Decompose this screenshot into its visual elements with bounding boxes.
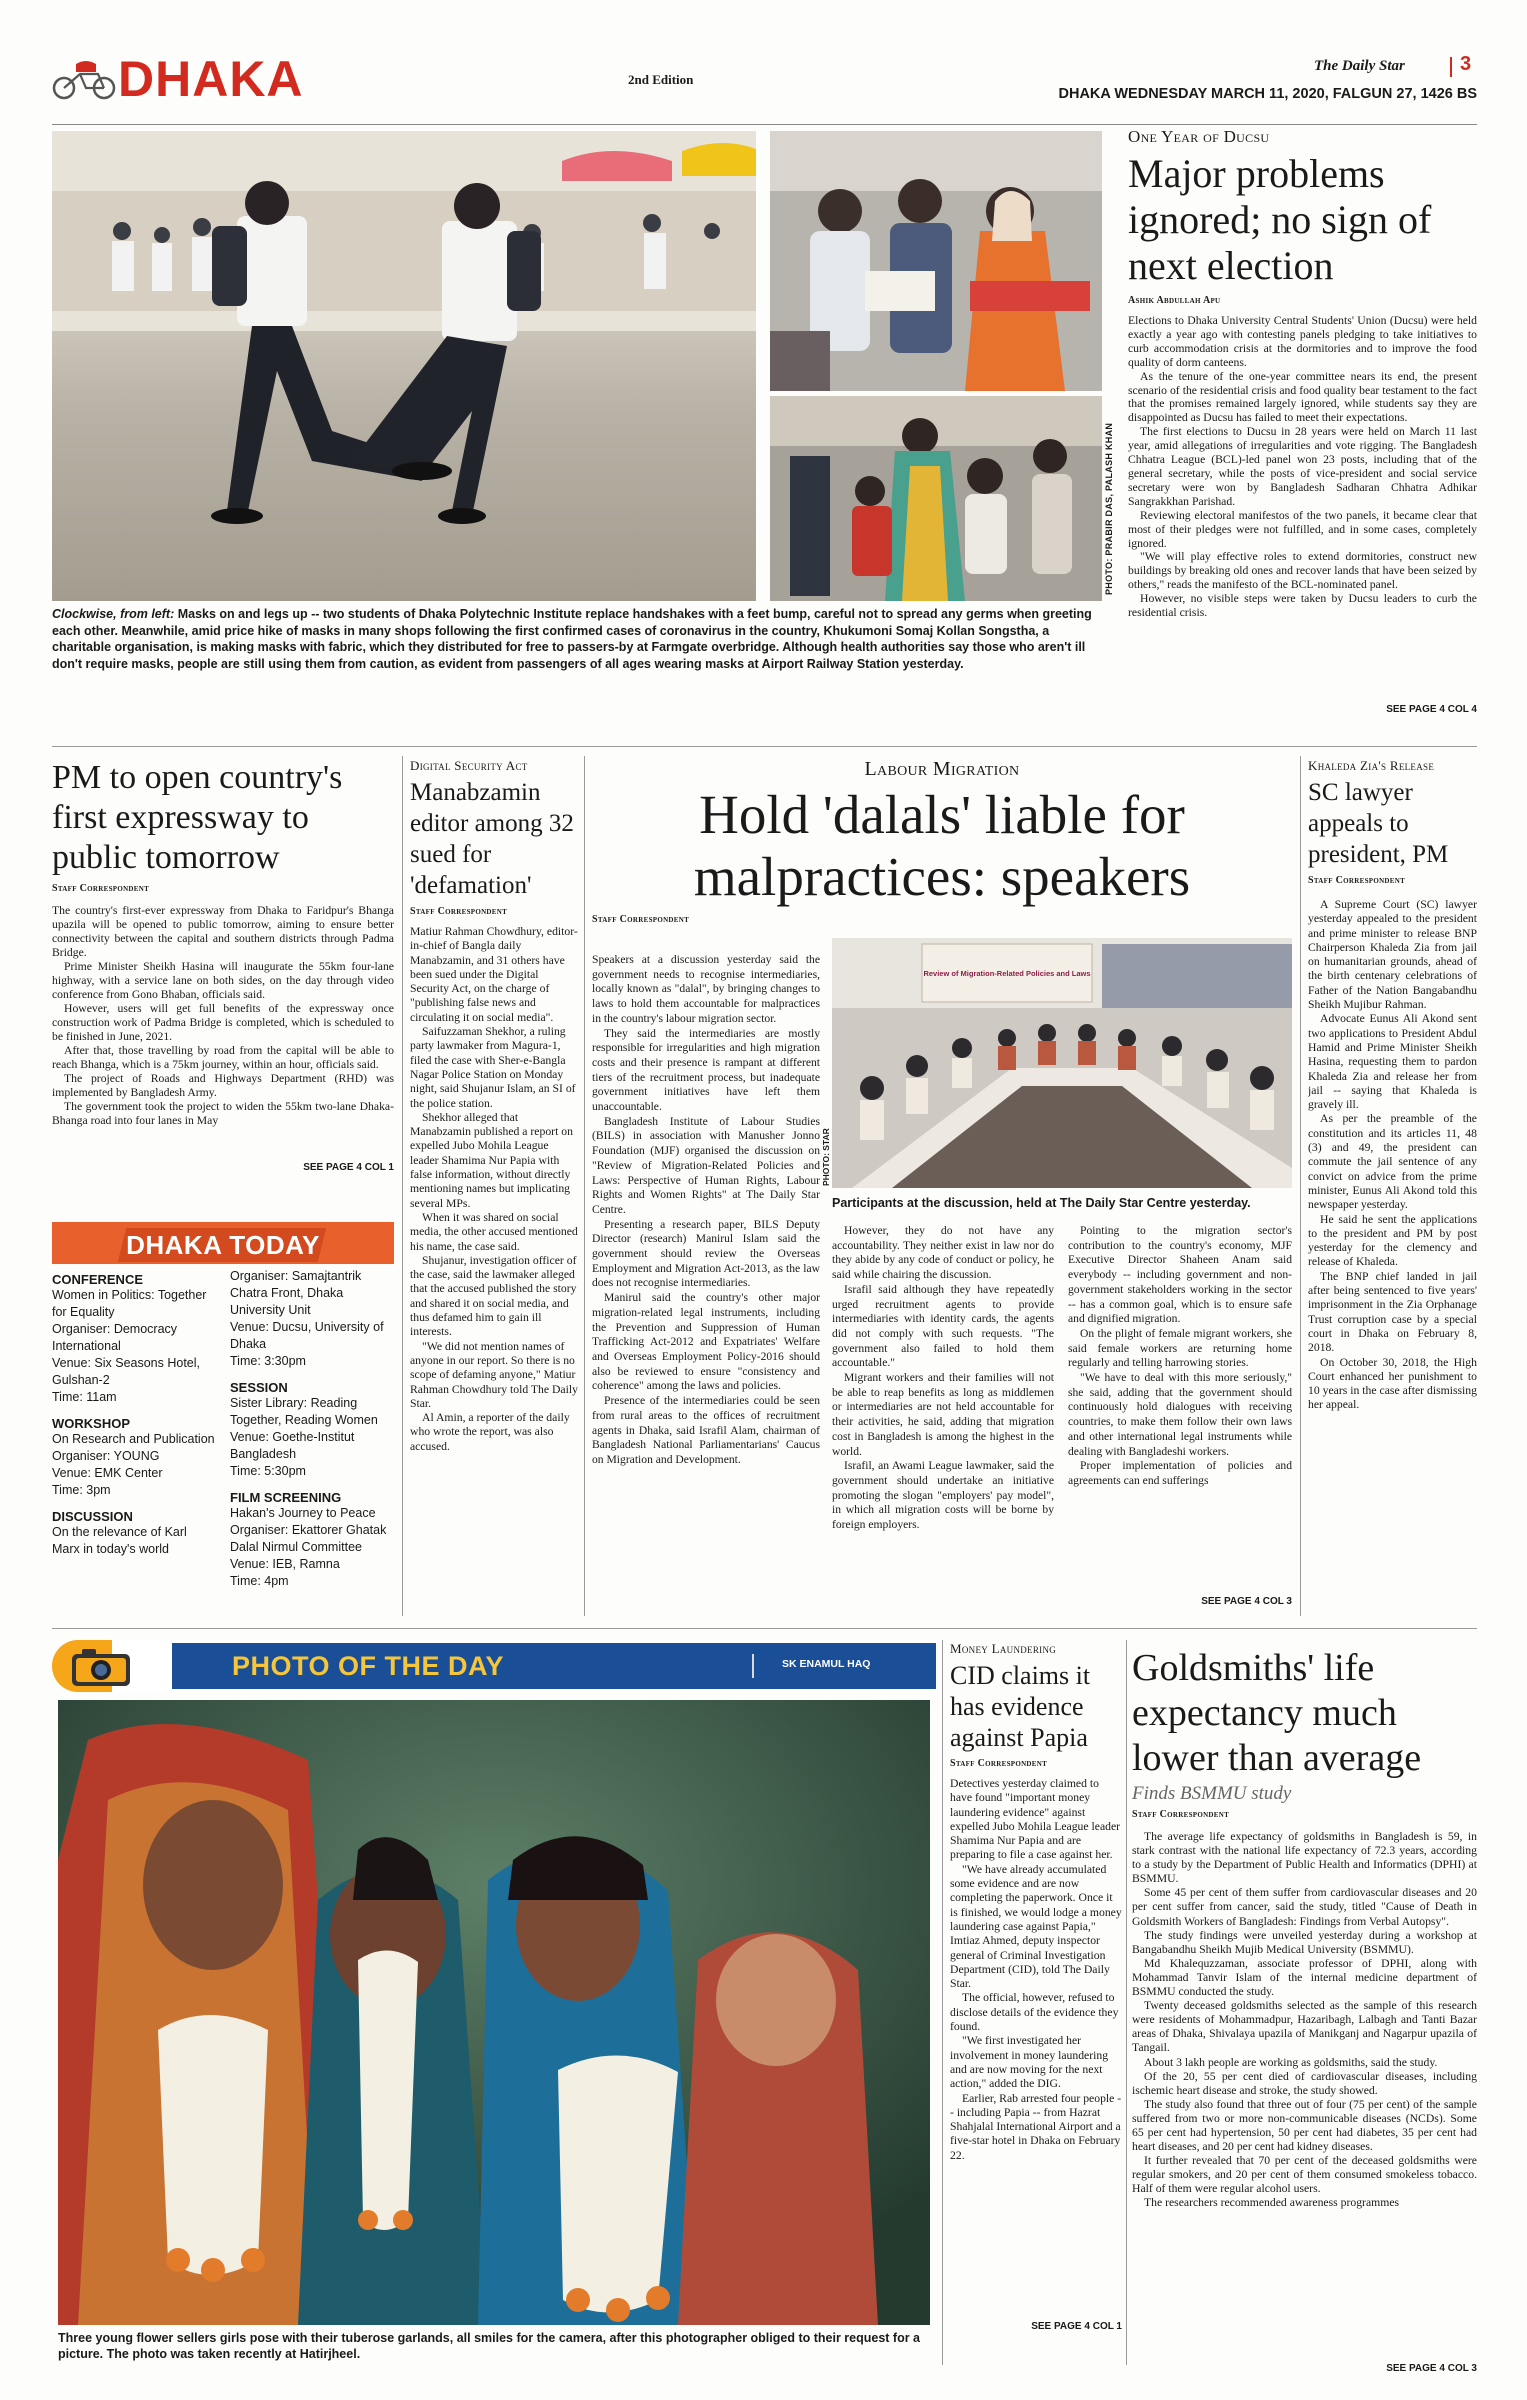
para: Shekhor alleged that Manabzamin published a report on expelled Jubo Mohila League leader Shamima Nur Papia with false information, without directly mentioning names but implicating several MPs.: [410, 1110, 573, 1210]
para: As per the preamble of the constitution and its articles 11, 48 (3) and 49, the president can commute the jail sentence of any convict on advice from the prime minister, Eunus Ali Akond told this newspaper yesterday.: [1308, 1112, 1477, 1212]
para: Reviewing electoral manifestos of the two panels, it became clear that most of their pledges were not fulfilled, and in some cases, completely ignored.: [1128, 508, 1477, 550]
continued-label: SEE PAGE 4 COL 3: [1386, 2363, 1477, 2374]
story-expressway: [52, 758, 394, 1173]
byline: Staff Correspondent: [52, 883, 150, 894]
event-detail: Venue: Goethe-Institut Bangladesh: [230, 1430, 355, 1461]
para: As the tenure of the one-year committee nears its end, the present scenario of the residential crisis and food quality bear testament to the fact that the promises remained largely ignored, while students say they are disappointed as Ducsu has failed to meet their expectations.: [1128, 369, 1477, 425]
para: On October 30, 2018, the High Court enhanced her punishment to 10 years in the case after dismissing her appeal.: [1308, 1355, 1477, 1412]
top-photo-caption: [52, 606, 1104, 672]
headline: PM to open country's first expressway to public tomorrow: [52, 759, 343, 876]
photo-airport-station: [770, 396, 1102, 601]
kicker: Khaleda Zia's Release: [1308, 758, 1435, 773]
body-col2: [832, 1224, 1054, 1619]
subhead: Finds BSMMU study: [1132, 1783, 1292, 1804]
byline: Staff Correspondent: [1308, 875, 1406, 886]
byline: Staff Correspondent: [592, 914, 690, 925]
camera-icon: [70, 1646, 132, 1688]
byline: Staff Correspondent: [410, 906, 508, 917]
para: The researchers recommended awareness programmes: [1144, 2196, 1400, 2210]
para: Detectives yesterday claimed to have found "important money laundering evidence" against expelled Jubo Mohila League leader Shamima Nur Papia and are preparing to file a case against her.: [950, 1777, 1121, 1862]
para: "We have to deal with this more seriously," she said, adding that the government should continuously hold dialogues with receiving countries, to make them follow their own laws and other international legal instruments while dealing with Bangladeshi workers.: [1068, 1371, 1292, 1458]
photo-mask-distribution: [770, 131, 1102, 391]
para: Of the 20, 55 per cent died of cardiovascular diseases, including ischemic heart disease and stroke, the study showed.: [1132, 2069, 1477, 2097]
para: Some 45 per cent of them suffer from cardiovascular diseases and 20 per cent suffer from cancer, said the study, titled "Cause of Death in Goldsmith Workers of Bangladesh: Findings from Verbal Autopsy".: [1132, 1886, 1477, 1928]
story-khaleda: [1308, 758, 1477, 1610]
event-category: FILM SCREENING: [230, 1490, 342, 1505]
body: [410, 925, 580, 1575]
para: Pointing to the migration sector's contribution to the country's economy, MJF Executive Director Shaheen Anam said everybody -- including government and non-government stakeholders working in the sector -- has a common goal, which is to ensure safe and dignified migration.: [1068, 1224, 1292, 1326]
para: "We have already accumulated some evidence and are now completing the paperwork. Once it is finished, we would lodge a money laundering case against Papia," Imtiaz Ahmed, deputy inspector general of Criminal Investigation Department (CID), told The Daily Star.: [950, 1862, 1122, 1991]
paper-name: The Daily Star: [1314, 58, 1405, 74]
byline: Ashik Abdullah Apu: [1128, 295, 1221, 306]
para: Manirul said the country's other major migration-related legal instruments, including the Prevention and Suppression of Human Trafficking Act-2012 and Expatriates' Welfare and Overseas Employment Policy-2016 should also be reviewed to ensure "consistency and coherence" among the laws and policies.: [592, 1291, 820, 1393]
para: Israfil said although they have repeatedly urged recruitment agents to provide intermediaries with identity cards, the agents did not comply with such requests. "The government also failed to hold them accountable.": [832, 1282, 1054, 1370]
dhaka-today-title: DHAKA TODAY: [126, 1230, 320, 1260]
rickshaw-logo-icon: [52, 58, 118, 100]
photo-feet-bump: [52, 131, 756, 601]
dhaka-today-right: [230, 1268, 394, 1590]
photo-discussion: [832, 938, 1292, 1188]
headline: Manabzamin editor among 32 sued for 'defamation': [410, 779, 574, 899]
para: However, users will get full benefits of the expressway once construction work of Padma Bridge is completed, which is scheduled to be finished in June, 2021.: [52, 1002, 394, 1043]
event-detail: Venue: Ducsu, University of Dhaka: [230, 1320, 384, 1351]
para: Presence of the intermediaries could be seen from rural areas to the offices of recruitment agents in Dhaka, said Israfil Alam, chairman of Bangladesh National Parliamentarians' Caucus on Migration and Development.: [592, 1394, 820, 1466]
para: They said the intermediaries are mostly responsible for irregularities and high migration costs and their presence is rampant at different tiers of the recruitment process, but inadequate government initiatives have left them unaccountable.: [592, 1026, 820, 1114]
photo-credit: PHOTO: PRABIR DAS, PALASH KHAN: [1104, 422, 1114, 595]
body-col1: [592, 953, 820, 1623]
event-detail: Venue: IEB, Ramna: [230, 1557, 340, 1571]
event-detail: On the relevance of Karl Marx in today's world: [52, 1525, 187, 1556]
para: The study also found that three out of four (75 per cent) of the sample suffered from two or more non-communicable diseases (NCDs). Some 65 per cent had hypertension, 50 per cent had diabetes, 35 per cent had heart diseases, and 20 per cent had kidney diseases.: [1132, 2097, 1477, 2154]
para: Proper implementation of policies and agreements can end sufferings: [1068, 1459, 1292, 1487]
kicker: Digital Security Act: [410, 758, 528, 773]
event-detail: Time: 4pm: [230, 1574, 289, 1588]
para: Md Khalequzzaman, associate professor of DPHI, along with Mohammad Tanvir Islam of the internal medicine department of BSMMU conducted the study.: [1132, 1956, 1477, 1999]
event-detail: Time: 3pm: [52, 1483, 111, 1497]
event-detail: Organiser: Ekattorer Ghatak Dalal Nirmul Committee: [230, 1523, 387, 1554]
para: Saifuzzaman Shekhor, a ruling party lawmaker from Magura-1, filed the case with Sher-e-Bangla Nagar Police Station on Monday night, said Shujanur Islam, an SI of the police station.: [410, 1025, 576, 1110]
page-number: 3: [1460, 53, 1472, 75]
event-detail: Time: 11am: [52, 1390, 117, 1404]
story-ducsu: [1128, 127, 1477, 740]
masthead: [52, 51, 1477, 114]
para: The country's first-ever expressway from Dhaka to Faridpur's Bhanga upazila will be opened to public tomorrow, aiming to ensure better connectivity between the capital and southern districts through Padma Bridge.: [52, 904, 394, 959]
headline: CID claims it has evidence against Papia: [950, 1661, 1091, 1752]
story-manabzamin: [410, 758, 580, 1575]
para: The first elections to Ducsu in 28 years were held on March 11 last year, amid allegations of irregularities and vote rigging. The Bangladesh Chhatra League (BCL)-led panel won 23 posts, including that of the general secretary, while the posts of vice-president and social service secretary were won by Bangladesh Sadharan Chhatra Adhikar Sangrakkhan Parishad.: [1128, 425, 1477, 508]
para: Earlier, Rab arrested four people -- including Papia -- from Hazrat Shahjalal International Airport and a five-star hotel in Dhaka on February 22.: [950, 2091, 1122, 2162]
event-category: WORKSHOP: [52, 1416, 130, 1431]
event-detail: Time: 5:30pm: [230, 1464, 306, 1478]
continued-label: SEE PAGE 4 COL 4: [1386, 704, 1477, 715]
continued-label: SEE PAGE 4 COL 3: [1201, 1596, 1292, 1607]
event-detail: Women in Politics: Together for Equality: [52, 1288, 207, 1319]
photo-flower-sellers: [58, 1700, 930, 2325]
para: The official, however, refused to disclose details of the evidence they found.: [950, 1991, 1119, 2034]
story-dalals: [592, 758, 1292, 1618]
edition-label: 2nd Edition: [628, 72, 694, 87]
kicker: One Year of Ducsu: [1128, 127, 1270, 146]
event-category: CONFERENCE: [52, 1272, 144, 1287]
photographer-credit: SK ENAMUL HAQ: [782, 1658, 871, 1670]
para: About 3 lakh people are working as goldsmiths, said the study.: [1144, 2055, 1438, 2069]
continued-label: SEE PAGE 4 COL 1: [303, 1162, 394, 1173]
para: Al Amin, a reporter of the daily who wrote the report, was also accused.: [410, 1411, 570, 1453]
event-category: DISCUSSION: [52, 1509, 133, 1524]
para: Migrant workers and their families will not be able to reap benefits as long as middlemen or intermediaries are not held accountable for their activities, he said, adding that migration cost in Bangladesh is among the highest in the world.: [832, 1371, 1054, 1458]
para: However, no visible steps were taken by Ducsu leaders to curb the residential crisis.: [1128, 592, 1477, 620]
para: Prime Minister Sheikh Hasina will inaugurate the 55km four-lane highway, with a service lane on both sides, on the day through video conference from Gono Bhaban, officials said.: [52, 960, 394, 1001]
event-detail: On Research and Publication: [52, 1432, 215, 1446]
dhaka-today-box: [52, 1222, 394, 1612]
para: When it was shared on social media, the other accused mentioned his name, the case said.: [410, 1210, 578, 1253]
event-detail: Time: 3:30pm: [230, 1354, 306, 1368]
event-detail: Hakan's Journey to Peace: [230, 1506, 376, 1520]
continued-label: SEE PAGE 4 COL 1: [1031, 2321, 1122, 2332]
headline: SC lawyer appeals to president, PM: [1308, 779, 1449, 868]
para: Israfil, an Awami League lawmaker, said the government should undertake an initiative promoting the slogan "employers' pay model", in which all migration costs will be borne by foreign employers.: [832, 1459, 1054, 1532]
photo-caption: Participants at the discussion, held at The Daily Star Centre yesterday.: [832, 1196, 1251, 1210]
body: [52, 904, 394, 1162]
event-detail: Organiser: Democracy International: [52, 1322, 178, 1353]
event-detail: Venue: Six Seasons Hotel, Gulshan-2: [52, 1356, 201, 1387]
headline: Major problems ignored; no sign of next election: [1128, 151, 1432, 288]
caption-lead: Clockwise, from left:: [52, 607, 175, 621]
para: "We did not mention names of anyone in our report. So there is no scope of defaming anyone," Matiur Rahman Chowdhury told The Daily Star.: [410, 1339, 578, 1410]
para: A Supreme Court (SC) lawyer yesterday appealed to the president and prime minister to release BNP Chairperson Khaleda Zia from jail on humanitarian grounds, ahead of the birth centenary celebrations of Father of the Nation Bangabandhu Sheikh Mujibur Rahman.: [1308, 898, 1477, 1012]
dhaka-today-left: [52, 1268, 216, 1590]
photo-credit: PHOTO: STAR: [821, 1128, 831, 1186]
caption-text: Masks on and legs up -- two students of Dhaka Polytechnic Institute replace handshakes with a feet bump, careful not to spread any germs when greeting each other. Meanwhile, amid price hike of masks in many shops following the first confirmed cases of coronavirus in the country, Khukumoni Somaj Kollan Songstha, a charitable organisation, is making masks with fabric, which they distributed for free to passers-by at Farmgate overbridge. Although health authorities say those who aren't ill don't require masks, people are still using them from caution, as evident from passengers of all ages wearing masks at Airport Railway Station yesterday.: [52, 607, 1092, 671]
byline: Staff Correspondent: [950, 1758, 1048, 1769]
headline: Hold 'dalals' liable for malpractices: speakers: [693, 784, 1191, 907]
para: Advocate Eunus Ali Akond sent two applications to President Abdul Hamid and Prime Minister Sheikh Hasina, requesting them to pardon Khaleda Zia and release her from jail -- saying that Khaleda is gravely ill.: [1308, 1012, 1477, 1112]
story-papia: [950, 1641, 1122, 2332]
event-detail: Organiser: Samajtantrik Chatra Front, Dhaka University Unit: [230, 1269, 362, 1317]
para: On the plight of female migrant workers, she said female workers are returning home regularly and telling harrowing stories.: [1068, 1326, 1292, 1370]
body-col3: [1068, 1224, 1292, 1604]
para: The government took the project to widen the 55km two-lane Dhaka-Bhanga road into four lanes in May: [52, 1100, 394, 1127]
kicker: Labour Migration: [864, 758, 1020, 780]
photo-of-day-caption: Three young flower sellers girls pose with their tuberose garlands, all smiles for the camera, after this photographer obliged to their request for a picture. The photo was taken recently at Hatirjheel.: [58, 2331, 920, 2361]
para: He said he sent the applications to the president and PM by post yesterday for the clemency and release of Khaleda.: [1308, 1212, 1477, 1269]
event-detail: Venue: EMK Center: [52, 1466, 163, 1480]
section-title: DHAKA: [118, 51, 304, 107]
para: Matiur Rahman Chowdhury, editor-in-chief of Bangla daily Manabzamin, and 31 others have been sued under the Digital Security Act, on the charge of "publishing false news and circulating it on social media".: [410, 925, 578, 1024]
photo-of-day-title: PHOTO OF THE DAY: [232, 1651, 505, 1681]
body: [1308, 898, 1477, 1610]
photo-of-day-banner: [52, 1640, 936, 1692]
byline: Staff Correspondent: [1132, 1809, 1230, 1820]
dateline: DHAKA WEDNESDAY MARCH 11, 2020, FALGUN 27, 1426 BS: [1058, 86, 1477, 102]
para: The average life expectancy of goldsmiths in Bangladesh is 59, in stark contrast with the national life expectancy of 72.3 years, according to a study by the Department of Public Health and Informatics (DPHI) at BSMMU.: [1132, 1830, 1477, 1886]
para: Speakers at a discussion yesterday said the government needs to recognise intermediaries, locally known as "dalal", by bringing changes to laws to hold them accountable for malpractices in the country's labour migration sector.: [592, 953, 820, 1025]
event-detail: Organiser: YOUNG: [52, 1449, 160, 1463]
body: [1128, 314, 1477, 700]
event-detail: Sister Library: Reading Together, Reading Women: [230, 1396, 378, 1427]
kicker: Money Laundering: [950, 1641, 1057, 1656]
discussion-banner-text: Review of Migration-Related Policies and Laws: [923, 969, 1091, 978]
para: The BNP chief landed in jail after being sentenced to five years' imprisonment in the Zia Orphanage Trust corruption case by a special court in Dhaka on February 8, 2018.: [1308, 1269, 1477, 1355]
para: Presenting a research paper, BILS Deputy Director (research) Manirul Islam said the government should review the Overseas Employment and Migration Act-2013, as the law does not recognise intermediaries.: [592, 1217, 820, 1290]
para: "We first investigated her involvement in money laundering and are now moving for the next action," added the DIG.: [950, 2034, 1109, 2091]
para: After that, those travelling by road from the capital will be able to reach Bhanga, which is a 75km journey, within an hour, officials said.: [52, 1044, 394, 1071]
story-goldsmiths: [1132, 1646, 1477, 2374]
photo-of-the-day: [52, 1640, 936, 2370]
dhaka-today-banner: [52, 1222, 394, 1264]
para: Elections to Dhaka University Central Students' Union (Ducsu) were held exactly a year ago with contesting panels pledging to take initiatives to curb accommodation crisis at the dormitories and to improve the food quality of dorm canteens.: [1128, 314, 1477, 369]
para: However, they do not have any accountability. They neither exist in law nor do they abide by any code of conduct or policy, he said while chairing the discussion.: [832, 1224, 1054, 1282]
para: Twenty deceased goldsmiths selected as the sample of this research were residents of Mohammadpur, Hazaribagh, Lalbagh and Tanti Bazar areas of Dhaka, Shivalaya upazila of Manikganj and Nagarpur upazila of Tangail.: [1132, 1999, 1477, 2055]
body: [1132, 1830, 1477, 2360]
para: The project of Roads and Highways Department (RHD) was implemented by Bangladesh Army.: [52, 1072, 394, 1099]
para: Bangladesh Institute of Labour Studies (BILS) in association with Manusher Jonno Foundation (MJF) organised the discussion on "Review of Migration-Related Policies and Laws: Perspective of Human Rights, Labour Rights and Women Rights" at The Daily Star Centre.: [592, 1114, 820, 1216]
event-category: SESSION: [230, 1380, 288, 1395]
headline: Goldsmiths' life expectancy much lower than average: [1132, 1647, 1422, 1779]
para: The study findings were unveiled yesterday during a workshop at Bangabandhu Sheikh Mujib Medical University (BSMMU).: [1132, 1928, 1477, 1956]
para: It further revealed that 70 per cent of the deceased goldsmiths were regular smokers, and 20 per cent of them consumed smokeless tobacco. Half of them were regular alcohol users.: [1132, 2154, 1477, 2196]
para: Shujanur, investigation officer of the case, said the lawmaker alleged that the accused published the story and shared it on social media, and thus defamed him to gain ill interests.: [410, 1253, 577, 1339]
body: [950, 1777, 1122, 2317]
para: "We will play effective roles to extend dormitories, construct new buildings by breaking old ones and recover lands that have been seized by others," reads the manifesto of the BCL-nominated panel.: [1128, 550, 1477, 592]
